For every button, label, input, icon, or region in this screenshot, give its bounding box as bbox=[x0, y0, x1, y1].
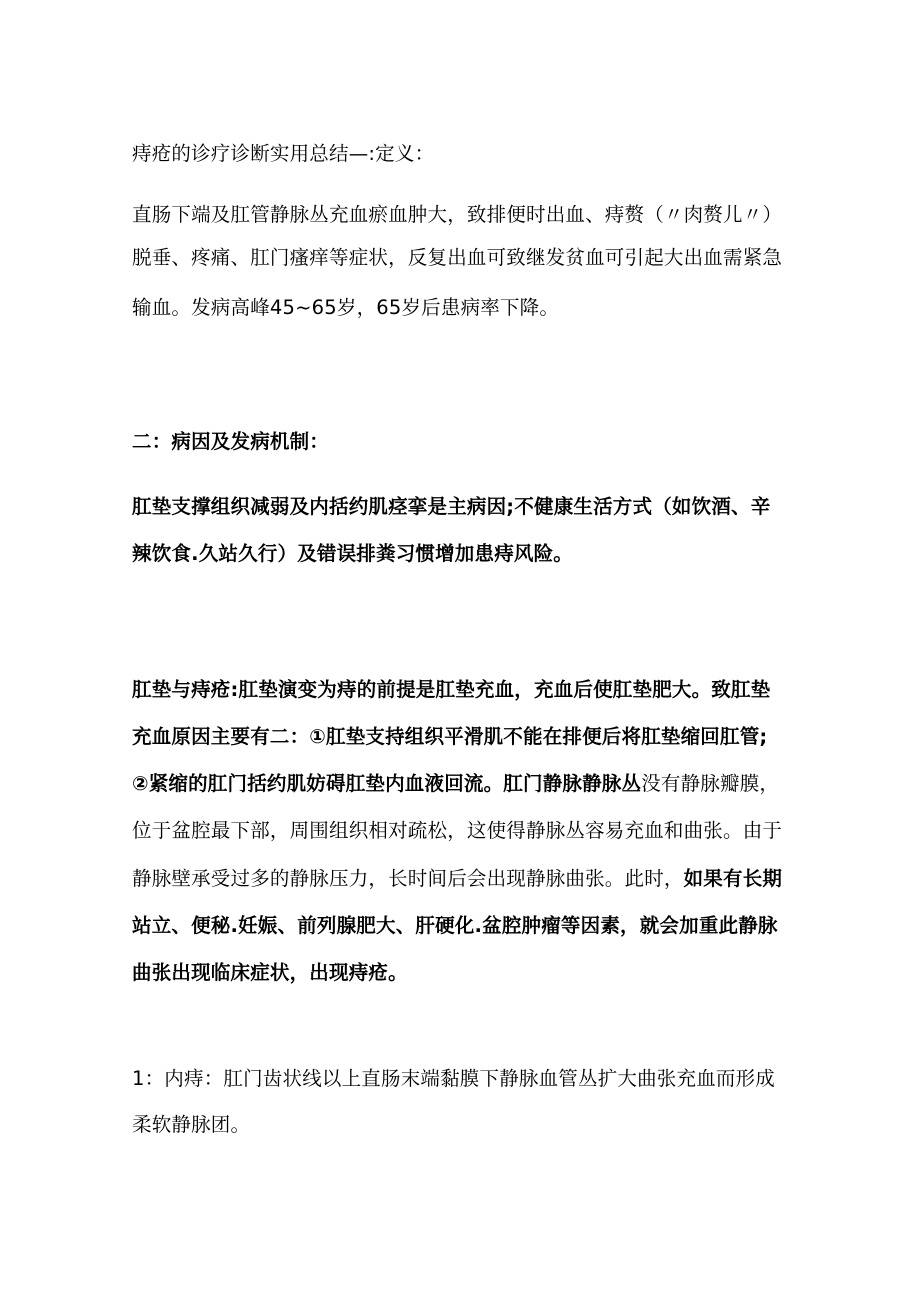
cushion-line-1: 肛垫与痔疮:肛垫演变为痔的前提是肛垫充血，充血后使肛垫肥大。致肛垫 bbox=[132, 678, 771, 701]
internal-hemorrhoid-line-1: 1：内痔：肛门齿状线以上直肠末端黏膜下静脉血管丛扩大曲张充血而形成 bbox=[132, 1067, 776, 1090]
cushion-line-5-normal: 静脉壁承受过多的静脉压力，长时间后会出现静脉曲张。此时， bbox=[132, 867, 684, 890]
cushion-line-4: 位于盆腔最下部，周围组织相对疏松，这使得静脉丛容易充血和曲张。由于 bbox=[132, 819, 783, 842]
cause-line-1: 肛垫支撑组织减弱及内括约肌痉挛是主病因;不健康生活方式（如饮酒、辛 bbox=[132, 495, 771, 518]
cause-line-2: 辣饮食.久站久行）及错误排粪习惯增加患痔风险。 bbox=[132, 542, 574, 565]
cause-heading: 二：病因及发病机制： bbox=[132, 430, 330, 453]
cushion-line-5 bbox=[132, 866, 812, 892]
definition-line-3: 输血。发病高峰45~65岁，65岁后患病率下降。 bbox=[132, 296, 560, 319]
cushion-line-3 bbox=[132, 771, 812, 797]
cushion-line-2: 充血原因主要有二：①肛垫支持组织平滑肌不能在排便后将肛垫缩回肛管; bbox=[132, 725, 768, 748]
definition-heading: 痔疮的诊疗诊断实用总结—:定义： bbox=[132, 142, 435, 165]
cushion-line-5-bold: 如果有长期 bbox=[683, 867, 783, 890]
cushion-line-6: 站立、便秘.妊娠、前列腺肥大、肝硬化.盆腔肿瘤等因素，就会加重此静脉 bbox=[132, 914, 778, 937]
cushion-line-3-bold: ②紧缩的肛门括约肌妨碍肛垫内血液回流。肛门静脉静脉丛 bbox=[132, 772, 642, 795]
internal-hemorrhoid-line-2: 柔软静脉团。 bbox=[132, 1113, 251, 1136]
definition-line-1: 直肠下端及肛管静脉丛充血瘀血肿大，致排便时出血、痔赘（〃肉赘儿〃） bbox=[132, 203, 783, 226]
cushion-line-7: 曲张出现临床症状，出现痔疮。 bbox=[132, 961, 408, 984]
definition-line-2: 脱垂、疼痛、肛门瘙痒等症状，反复出血可致继发贫血可引起大出血需紧急 bbox=[132, 246, 783, 269]
cushion-line-3-normal: 没有静脉瓣膜， bbox=[641, 772, 780, 795]
